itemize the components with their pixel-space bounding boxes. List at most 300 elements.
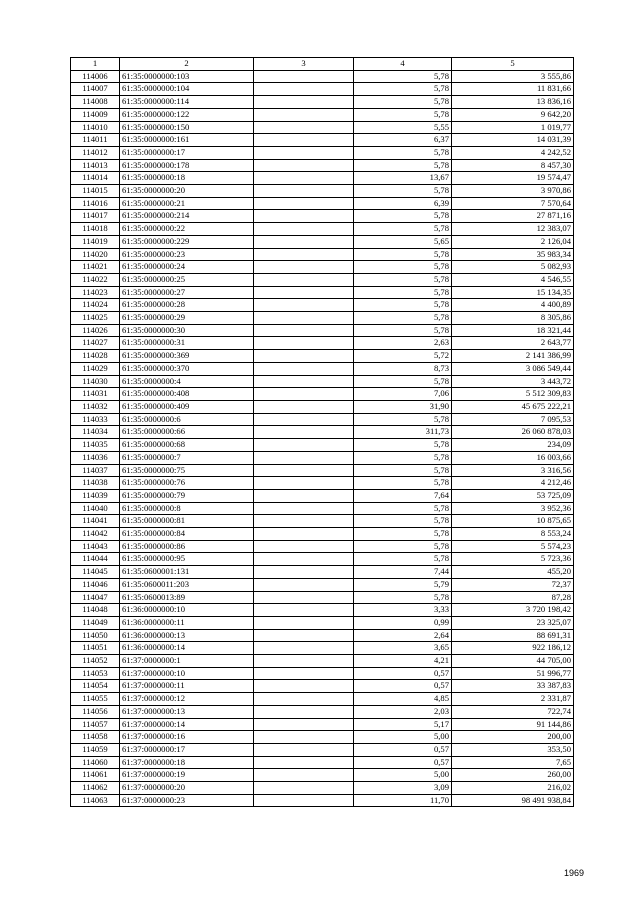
cadastral-number-cell: 61:35:0000000:229 — [120, 235, 254, 248]
empty-cell — [254, 248, 354, 261]
row-id-cell: 114049 — [71, 616, 120, 629]
empty-cell — [254, 616, 354, 629]
rate-cell: 2,03 — [354, 705, 452, 718]
amount-cell: 88 691,31 — [452, 629, 574, 642]
table-row — [71, 324, 574, 337]
empty-cell — [254, 70, 354, 83]
empty-cell — [254, 146, 354, 159]
table-row — [71, 312, 574, 325]
rate-cell: 5,78 — [354, 146, 452, 159]
cadastral-number-cell: 61:35:0000000:68 — [120, 439, 254, 452]
rate-cell: 5,78 — [354, 477, 452, 490]
cadastral-number-cell: 61:35:0000000:27 — [120, 286, 254, 299]
amount-cell: 8 553,24 — [452, 528, 574, 541]
empty-cell — [254, 83, 354, 96]
rate-cell: 311,73 — [354, 426, 452, 439]
rate-cell: 5,78 — [354, 70, 452, 83]
rate-cell: 11,70 — [354, 794, 452, 807]
rate-cell: 5,78 — [354, 96, 452, 109]
table-row — [71, 362, 574, 375]
row-id-cell: 114023 — [71, 286, 120, 299]
amount-cell: 91 144,86 — [452, 718, 574, 731]
cadastral-number-cell: 61:35:0000000:76 — [120, 477, 254, 490]
row-id-cell: 114019 — [71, 235, 120, 248]
column-header-3: 3 — [254, 58, 354, 71]
cadastral-number-cell: 61:36:0000000:13 — [120, 629, 254, 642]
rate-cell: 3,09 — [354, 782, 452, 795]
row-id-cell: 114025 — [71, 312, 120, 325]
rate-cell: 5,78 — [354, 591, 452, 604]
rate-cell: 5,78 — [354, 261, 452, 274]
empty-cell — [254, 578, 354, 591]
rate-cell: 0,57 — [354, 667, 452, 680]
table-row — [71, 604, 574, 617]
cadastral-number-cell: 61:35:0000000:4 — [120, 375, 254, 388]
row-id-cell: 114063 — [71, 794, 120, 807]
amount-cell: 2 331,87 — [452, 693, 574, 706]
cadastral-number-cell: 61:37:0000000:12 — [120, 693, 254, 706]
row-id-cell: 114031 — [71, 388, 120, 401]
cadastral-number-cell: 61:37:0000000:17 — [120, 743, 254, 756]
cadastral-number-cell: 61:35:0000000:17 — [120, 146, 254, 159]
row-id-cell: 114007 — [71, 83, 120, 96]
table-row — [71, 159, 574, 172]
rate-cell: 5,78 — [354, 223, 452, 236]
cadastral-number-cell: 61:37:0000000:18 — [120, 756, 254, 769]
table-row — [71, 121, 574, 134]
table-row — [71, 667, 574, 680]
empty-cell — [254, 159, 354, 172]
amount-cell: 15 134,35 — [452, 286, 574, 299]
cadastral-number-cell: 61:35:0000000:20 — [120, 185, 254, 198]
empty-cell — [254, 350, 354, 363]
amount-cell: 3 086 549,44 — [452, 362, 574, 375]
table-row — [71, 426, 574, 439]
rate-cell: 5,65 — [354, 235, 452, 248]
row-id-cell: 114006 — [71, 70, 120, 83]
cadastral-number-cell: 61:35:0600001:131 — [120, 566, 254, 579]
empty-cell — [254, 426, 354, 439]
amount-cell: 19 574,47 — [452, 172, 574, 185]
amount-cell: 5 723,36 — [452, 553, 574, 566]
empty-cell — [254, 642, 354, 655]
cadastral-number-cell: 61:35:0000000:8 — [120, 502, 254, 515]
table-row — [71, 578, 574, 591]
rate-cell: 2,64 — [354, 629, 452, 642]
empty-cell — [254, 324, 354, 337]
rate-cell: 5,00 — [354, 769, 452, 782]
table-row — [71, 134, 574, 147]
row-id-cell: 114058 — [71, 731, 120, 744]
cadastral-number-cell: 61:35:0000000:84 — [120, 528, 254, 541]
row-id-cell: 114050 — [71, 629, 120, 642]
rate-cell: 0,57 — [354, 743, 452, 756]
table-row — [71, 83, 574, 96]
row-id-cell: 114020 — [71, 248, 120, 261]
cadastral-number-cell: 61:35:0000000:104 — [120, 83, 254, 96]
rate-cell: 4,21 — [354, 655, 452, 668]
rate-cell: 8,73 — [354, 362, 452, 375]
table-header-row — [71, 58, 574, 71]
table-row — [71, 439, 574, 452]
amount-cell: 5 574,23 — [452, 540, 574, 553]
table-row — [71, 96, 574, 109]
row-id-cell: 114044 — [71, 553, 120, 566]
amount-cell: 2 126,04 — [452, 235, 574, 248]
amount-cell: 11 831,66 — [452, 83, 574, 96]
empty-cell — [254, 235, 354, 248]
amount-cell: 13 836,16 — [452, 96, 574, 109]
empty-cell — [254, 375, 354, 388]
amount-cell: 51 996,77 — [452, 667, 574, 680]
cadastral-number-cell: 61:35:0000000:30 — [120, 324, 254, 337]
row-id-cell: 114033 — [71, 413, 120, 426]
amount-cell: 216,02 — [452, 782, 574, 795]
rate-cell: 4,85 — [354, 693, 452, 706]
row-id-cell: 114010 — [71, 121, 120, 134]
empty-cell — [254, 705, 354, 718]
rate-cell: 5,78 — [354, 185, 452, 198]
table-row — [71, 235, 574, 248]
cadastral-number-cell: 61:37:0000000:20 — [120, 782, 254, 795]
table-row — [71, 540, 574, 553]
rate-cell: 5,78 — [354, 210, 452, 223]
row-id-cell: 114055 — [71, 693, 120, 706]
rate-cell: 5,78 — [354, 83, 452, 96]
empty-cell — [254, 731, 354, 744]
cadastral-number-cell: 61:35:0000000:408 — [120, 388, 254, 401]
column-header-5: 5 — [452, 58, 574, 71]
cadastral-number-cell: 61:35:0000000:81 — [120, 515, 254, 528]
cadastral-number-cell: 61:35:0000000:75 — [120, 464, 254, 477]
cadastral-number-cell: 61:35:0000000:6 — [120, 413, 254, 426]
table-row — [71, 502, 574, 515]
amount-cell: 8 305,86 — [452, 312, 574, 325]
empty-cell — [254, 591, 354, 604]
amount-cell: 33 387,83 — [452, 680, 574, 693]
table-row — [71, 566, 574, 579]
amount-cell: 455,20 — [452, 566, 574, 579]
table-row — [71, 680, 574, 693]
empty-cell — [254, 96, 354, 109]
rate-cell: 5,78 — [354, 273, 452, 286]
cadastral-number-cell: 61:35:0000000:178 — [120, 159, 254, 172]
table-row — [71, 705, 574, 718]
table-row — [71, 489, 574, 502]
amount-cell: 8 457,30 — [452, 159, 574, 172]
table-row — [71, 70, 574, 83]
empty-cell — [254, 477, 354, 490]
rate-cell: 7,44 — [354, 566, 452, 579]
row-id-cell: 114052 — [71, 655, 120, 668]
rate-cell: 0,99 — [354, 616, 452, 629]
rate-cell: 13,67 — [354, 172, 452, 185]
empty-cell — [254, 667, 354, 680]
empty-cell — [254, 197, 354, 210]
amount-cell: 4 242,52 — [452, 146, 574, 159]
empty-cell — [254, 502, 354, 515]
cadastral-number-cell: 61:37:0000000:14 — [120, 718, 254, 731]
table-row — [71, 350, 574, 363]
cadastral-number-cell: 61:35:0000000:18 — [120, 172, 254, 185]
table-body — [71, 70, 574, 807]
amount-cell: 3 555,86 — [452, 70, 574, 83]
rate-cell: 5,17 — [354, 718, 452, 731]
table-row — [71, 185, 574, 198]
row-id-cell: 114009 — [71, 108, 120, 121]
row-id-cell: 114032 — [71, 400, 120, 413]
table-row — [71, 108, 574, 121]
empty-cell — [254, 337, 354, 350]
cadastral-number-cell: 61:35:0000000:122 — [120, 108, 254, 121]
row-id-cell: 114056 — [71, 705, 120, 718]
empty-cell — [254, 134, 354, 147]
amount-cell: 87,28 — [452, 591, 574, 604]
rate-cell: 5,78 — [354, 540, 452, 553]
cadastral-number-cell: 61:35:0000000:409 — [120, 400, 254, 413]
empty-cell — [254, 655, 354, 668]
empty-cell — [254, 286, 354, 299]
cadastral-number-cell: 61:35:0000000:31 — [120, 337, 254, 350]
cadastral-number-cell: 61:35:0000000:370 — [120, 362, 254, 375]
rate-cell: 5,78 — [354, 324, 452, 337]
rate-cell: 0,57 — [354, 680, 452, 693]
cadastral-number-cell: 61:35:0000000:150 — [120, 121, 254, 134]
row-id-cell: 114040 — [71, 502, 120, 515]
table-row — [71, 794, 574, 807]
table-row — [71, 553, 574, 566]
empty-cell — [254, 604, 354, 617]
empty-cell — [254, 400, 354, 413]
table-row — [71, 286, 574, 299]
amount-cell: 722,74 — [452, 705, 574, 718]
table-row — [71, 197, 574, 210]
empty-cell — [254, 223, 354, 236]
row-id-cell: 114057 — [71, 718, 120, 731]
cadastral-number-cell: 61:35:0000000:22 — [120, 223, 254, 236]
rate-cell: 5,55 — [354, 121, 452, 134]
empty-cell — [254, 388, 354, 401]
cadastral-number-cell: 61:35:0000000:95 — [120, 553, 254, 566]
amount-cell: 5 512 309,83 — [452, 388, 574, 401]
cadastral-number-cell: 61:36:0000000:14 — [120, 642, 254, 655]
rate-cell: 5,72 — [354, 350, 452, 363]
cadastral-number-cell: 61:37:0000000:1 — [120, 655, 254, 668]
row-id-cell: 114014 — [71, 172, 120, 185]
row-id-cell: 114016 — [71, 197, 120, 210]
rate-cell: 5,78 — [354, 502, 452, 515]
table-row — [71, 515, 574, 528]
empty-cell — [254, 185, 354, 198]
amount-cell: 44 705,00 — [452, 655, 574, 668]
row-id-cell: 114060 — [71, 756, 120, 769]
row-id-cell: 114059 — [71, 743, 120, 756]
cadastral-number-cell: 61:35:0000000:21 — [120, 197, 254, 210]
row-id-cell: 114053 — [71, 667, 120, 680]
empty-cell — [254, 769, 354, 782]
row-id-cell: 114013 — [71, 159, 120, 172]
table-row — [71, 528, 574, 541]
amount-cell: 3 720 198,42 — [452, 604, 574, 617]
empty-cell — [254, 680, 354, 693]
rate-cell: 5,78 — [354, 286, 452, 299]
amount-cell: 200,00 — [452, 731, 574, 744]
empty-cell — [254, 312, 354, 325]
amount-cell: 35 983,34 — [452, 248, 574, 261]
rate-cell: 3,33 — [354, 604, 452, 617]
empty-cell — [254, 540, 354, 553]
amount-cell: 7 095,53 — [452, 413, 574, 426]
cadastral-number-cell: 61:35:0000000:86 — [120, 540, 254, 553]
empty-cell — [254, 439, 354, 452]
empty-cell — [254, 362, 354, 375]
empty-cell — [254, 299, 354, 312]
table-row — [71, 210, 574, 223]
empty-cell — [254, 413, 354, 426]
amount-cell: 353,50 — [452, 743, 574, 756]
amount-cell: 23 325,07 — [452, 616, 574, 629]
amount-cell: 7,65 — [452, 756, 574, 769]
rate-cell: 5,78 — [354, 528, 452, 541]
empty-cell — [254, 756, 354, 769]
row-id-cell: 114026 — [71, 324, 120, 337]
table-row — [71, 451, 574, 464]
amount-cell: 4 546,55 — [452, 273, 574, 286]
rate-cell: 5,78 — [354, 108, 452, 121]
row-id-cell: 114036 — [71, 451, 120, 464]
table-row — [71, 743, 574, 756]
column-header-4: 4 — [354, 58, 452, 71]
table-row — [71, 718, 574, 731]
cadastral-number-cell: 61:35:0000000:28 — [120, 299, 254, 312]
empty-cell — [254, 210, 354, 223]
rate-cell: 5,78 — [354, 464, 452, 477]
rate-cell: 5,78 — [354, 553, 452, 566]
rate-cell: 5,78 — [354, 375, 452, 388]
empty-cell — [254, 743, 354, 756]
amount-cell: 1 019,77 — [452, 121, 574, 134]
cadastral-number-cell: 61:37:0000000:10 — [120, 667, 254, 680]
table-row — [71, 172, 574, 185]
row-id-cell: 114028 — [71, 350, 120, 363]
row-id-cell: 114046 — [71, 578, 120, 591]
rate-cell: 6,39 — [354, 197, 452, 210]
table-row — [71, 731, 574, 744]
row-id-cell: 114011 — [71, 134, 120, 147]
cadastral-number-cell: 61:35:0000000:369 — [120, 350, 254, 363]
cadastral-number-cell: 61:35:0000000:25 — [120, 273, 254, 286]
table-row — [71, 299, 574, 312]
row-id-cell: 114034 — [71, 426, 120, 439]
cadastral-number-cell: 61:35:0000000:29 — [120, 312, 254, 325]
amount-cell: 53 725,09 — [452, 489, 574, 502]
row-id-cell: 114043 — [71, 540, 120, 553]
amount-cell: 26 060 878,03 — [452, 426, 574, 439]
rate-cell: 5,78 — [354, 515, 452, 528]
table-row — [71, 400, 574, 413]
row-id-cell: 114062 — [71, 782, 120, 795]
cadastral-number-cell: 61:37:0000000:23 — [120, 794, 254, 807]
rate-cell: 6,37 — [354, 134, 452, 147]
rate-cell: 5,00 — [354, 731, 452, 744]
row-id-cell: 114038 — [71, 477, 120, 490]
row-id-cell: 114037 — [71, 464, 120, 477]
rate-cell: 5,78 — [354, 413, 452, 426]
empty-cell — [254, 261, 354, 274]
cadastral-number-cell: 61:35:0000000:114 — [120, 96, 254, 109]
amount-cell: 9 642,20 — [452, 108, 574, 121]
rate-cell: 31,90 — [354, 400, 452, 413]
amount-cell: 98 491 938,84 — [452, 794, 574, 807]
cadastral-number-cell: 61:35:0600013:89 — [120, 591, 254, 604]
amount-cell: 27 871,16 — [452, 210, 574, 223]
amount-cell: 3 970,86 — [452, 185, 574, 198]
cadastral-number-cell: 61:37:0000000:13 — [120, 705, 254, 718]
table-row — [71, 629, 574, 642]
row-id-cell: 114051 — [71, 642, 120, 655]
table-row — [71, 591, 574, 604]
row-id-cell: 114061 — [71, 769, 120, 782]
data-table — [70, 57, 574, 807]
table-row — [71, 769, 574, 782]
amount-cell: 3 952,36 — [452, 502, 574, 515]
empty-cell — [254, 629, 354, 642]
amount-cell: 3 443,72 — [452, 375, 574, 388]
row-id-cell: 114030 — [71, 375, 120, 388]
empty-cell — [254, 515, 354, 528]
rate-cell: 5,79 — [354, 578, 452, 591]
cadastral-number-cell: 61:35:0600011:203 — [120, 578, 254, 591]
row-id-cell: 114039 — [71, 489, 120, 502]
empty-cell — [254, 121, 354, 134]
empty-cell — [254, 172, 354, 185]
empty-cell — [254, 108, 354, 121]
row-id-cell: 114024 — [71, 299, 120, 312]
empty-cell — [254, 273, 354, 286]
rate-cell: 5,78 — [354, 451, 452, 464]
table-row — [71, 248, 574, 261]
table-row — [71, 693, 574, 706]
row-id-cell: 114017 — [71, 210, 120, 223]
table-row — [71, 782, 574, 795]
amount-cell: 2 141 386,99 — [452, 350, 574, 363]
cadastral-number-cell: 61:36:0000000:11 — [120, 616, 254, 629]
table-row — [71, 464, 574, 477]
rate-cell: 7,64 — [354, 489, 452, 502]
amount-cell: 5 082,93 — [452, 261, 574, 274]
amount-cell: 10 875,65 — [452, 515, 574, 528]
rate-cell: 5,78 — [354, 159, 452, 172]
cadastral-number-cell: 61:35:0000000:24 — [120, 261, 254, 274]
empty-cell — [254, 566, 354, 579]
empty-cell — [254, 782, 354, 795]
cadastral-number-cell: 61:35:0000000:7 — [120, 451, 254, 464]
table-row — [71, 756, 574, 769]
cadastral-number-cell: 61:36:0000000:10 — [120, 604, 254, 617]
table-row — [71, 375, 574, 388]
row-id-cell: 114018 — [71, 223, 120, 236]
empty-cell — [254, 794, 354, 807]
table-row — [71, 642, 574, 655]
row-id-cell: 114029 — [71, 362, 120, 375]
table-row — [71, 261, 574, 274]
empty-cell — [254, 451, 354, 464]
empty-cell — [254, 464, 354, 477]
rate-cell: 5,78 — [354, 312, 452, 325]
amount-cell: 4 400,89 — [452, 299, 574, 312]
row-id-cell: 114035 — [71, 439, 120, 452]
table-row — [71, 655, 574, 668]
